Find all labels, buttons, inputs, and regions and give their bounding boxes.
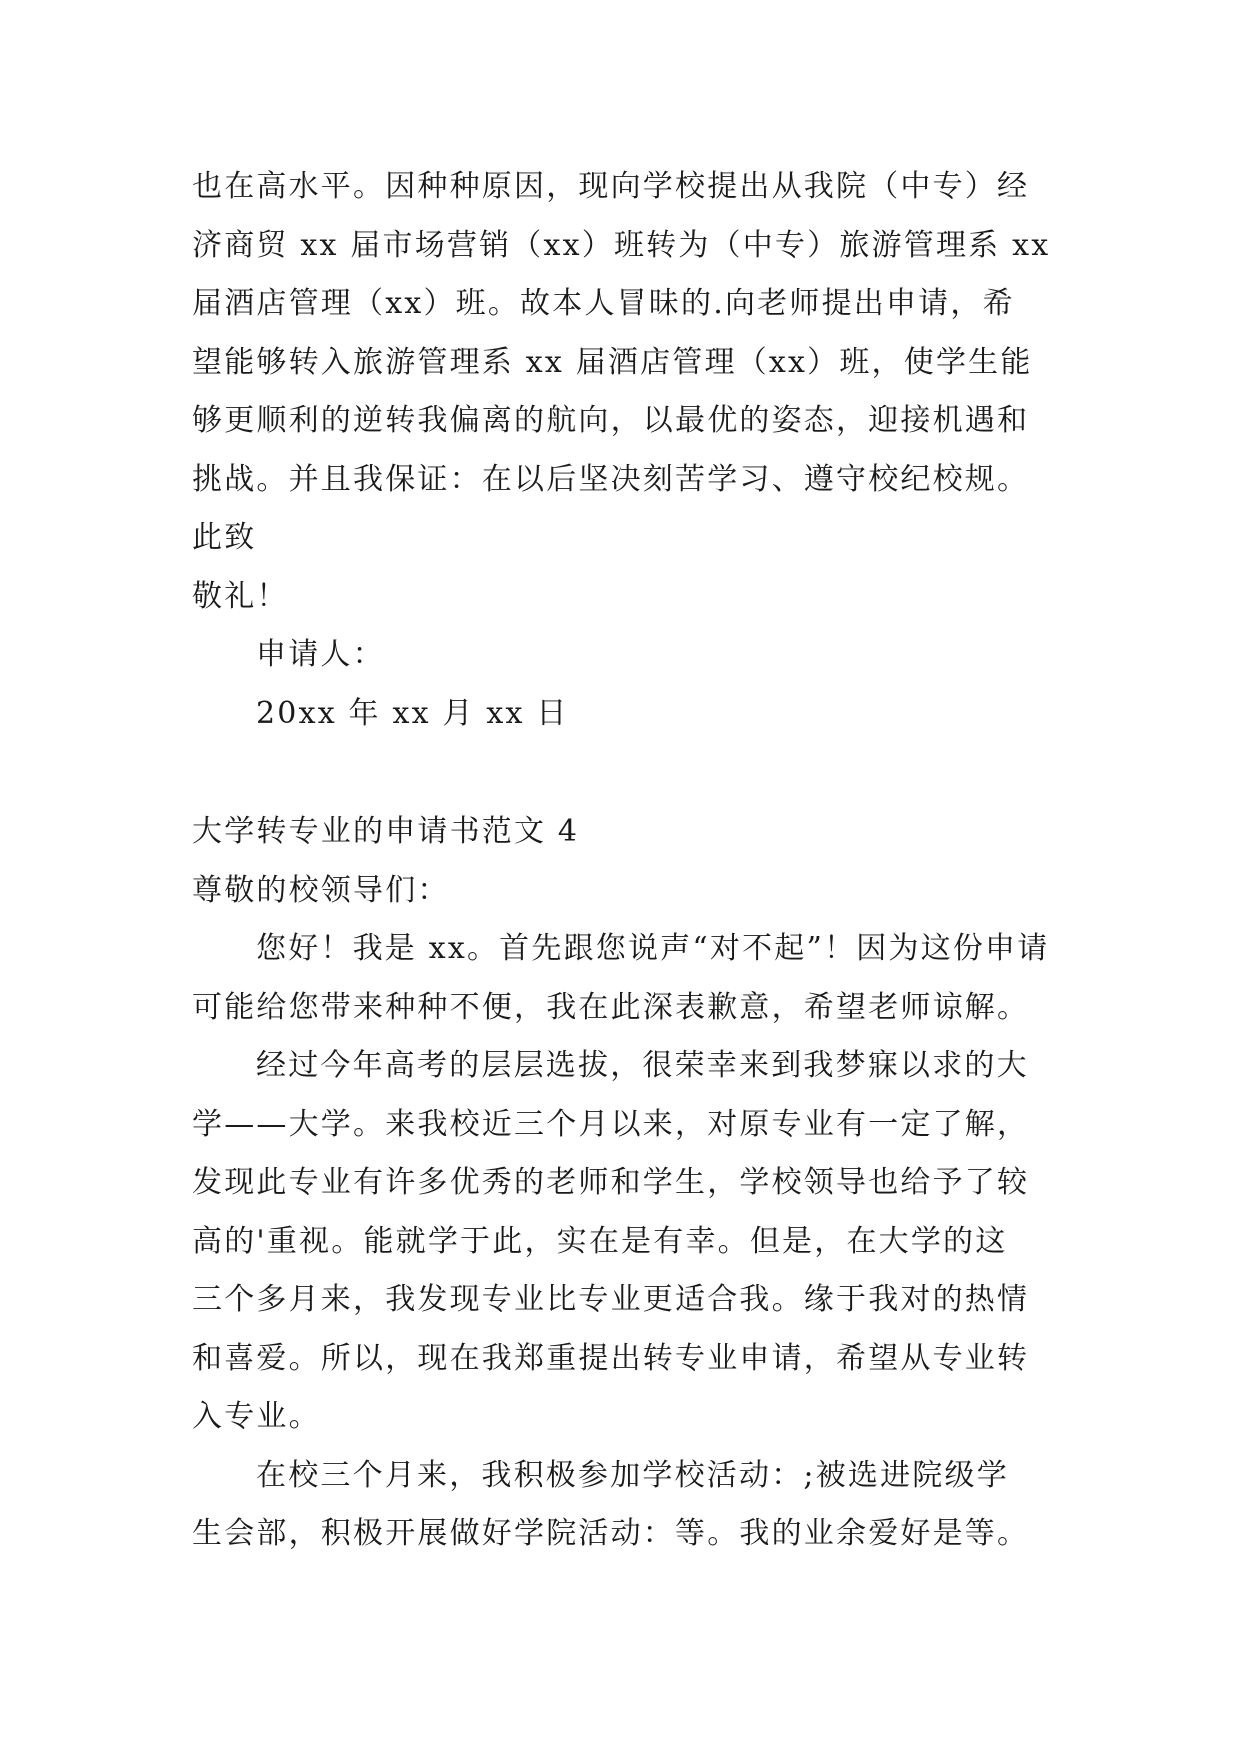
- text-line: 三个多月来，我发现专业比专业更适合我。缘于我对的热情: [192, 1282, 1030, 1317]
- document-page: [192, 158, 1072, 1564]
- applicant-label: 申请人：: [256, 637, 385, 672]
- text-line: 够更顺利的逆转我偏离的航向，以最优的姿态，迎接机遇和: [192, 403, 1030, 438]
- text-line: 可能给您带来种种不便，我在此深表歉意，希望老师谅解。: [192, 989, 1030, 1025]
- section-spacer: [192, 743, 1072, 803]
- text-line: 届酒店管理（xx）班。故本人冒昧的.向老师提出申请，希: [192, 286, 1015, 321]
- text-line: 您好！我是 xx。首先跟您说声“对不起”！因为这份申请: [256, 931, 1050, 966]
- text-line: 生会部，积极开展做好学院活动：等。我的业余爱好是等。: [192, 1516, 1030, 1551]
- application-date: 20xx 年 xx 月 xx 日: [256, 695, 569, 731]
- section-title: 大学转专业的申请书范文 4: [192, 814, 580, 849]
- text-line: 高的'重视。能就学于此，实在是有幸。但是，在大学的这: [192, 1223, 1008, 1259]
- closing-jingli: 敬礼！: [192, 578, 289, 614]
- paragraph-transfer-request: [192, 158, 1072, 509]
- paragraph-activities: [192, 1447, 1072, 1564]
- text-line: 也在高水平。因种种原因，现向学校提出从我院（中专）经: [192, 169, 1030, 204]
- text-line: 在校三个月来，我积极参加学校活动：;被选进院级学: [256, 1457, 1009, 1493]
- text-line: 和喜爱。所以，现在我郑重提出转专业申请，希望从专业转: [192, 1340, 1030, 1376]
- paragraph-reason: [192, 1037, 1072, 1447]
- paragraph-apology: [192, 920, 1072, 1037]
- text-line: 学——大学。来我校近三个月以来，对原专业有一定了解，: [192, 1106, 1030, 1142]
- text-line: 望能够转入旅游管理系 xx 届酒店管理（xx）班，使学生能: [192, 344, 1033, 380]
- text-line: 济商贸 xx 届市场营销（xx）班转为（中专）旅游管理系 xx: [192, 227, 1051, 263]
- text-line: 入专业。: [192, 1399, 321, 1434]
- salutation: 尊敬的校领导们：: [192, 872, 450, 908]
- text-line: 发现此专业有许多优秀的老师和学生，学校领导也给予了较: [192, 1165, 1030, 1200]
- text-line: 挑战。并且我保证：在以后坚决刻苦学习、遵守校纪校规。: [192, 461, 1030, 497]
- text-line: 经过今年高考的层层选拔，很荣幸来到我梦寐以求的大: [256, 1048, 1029, 1083]
- closing-cizhi: 此致: [192, 520, 257, 555]
